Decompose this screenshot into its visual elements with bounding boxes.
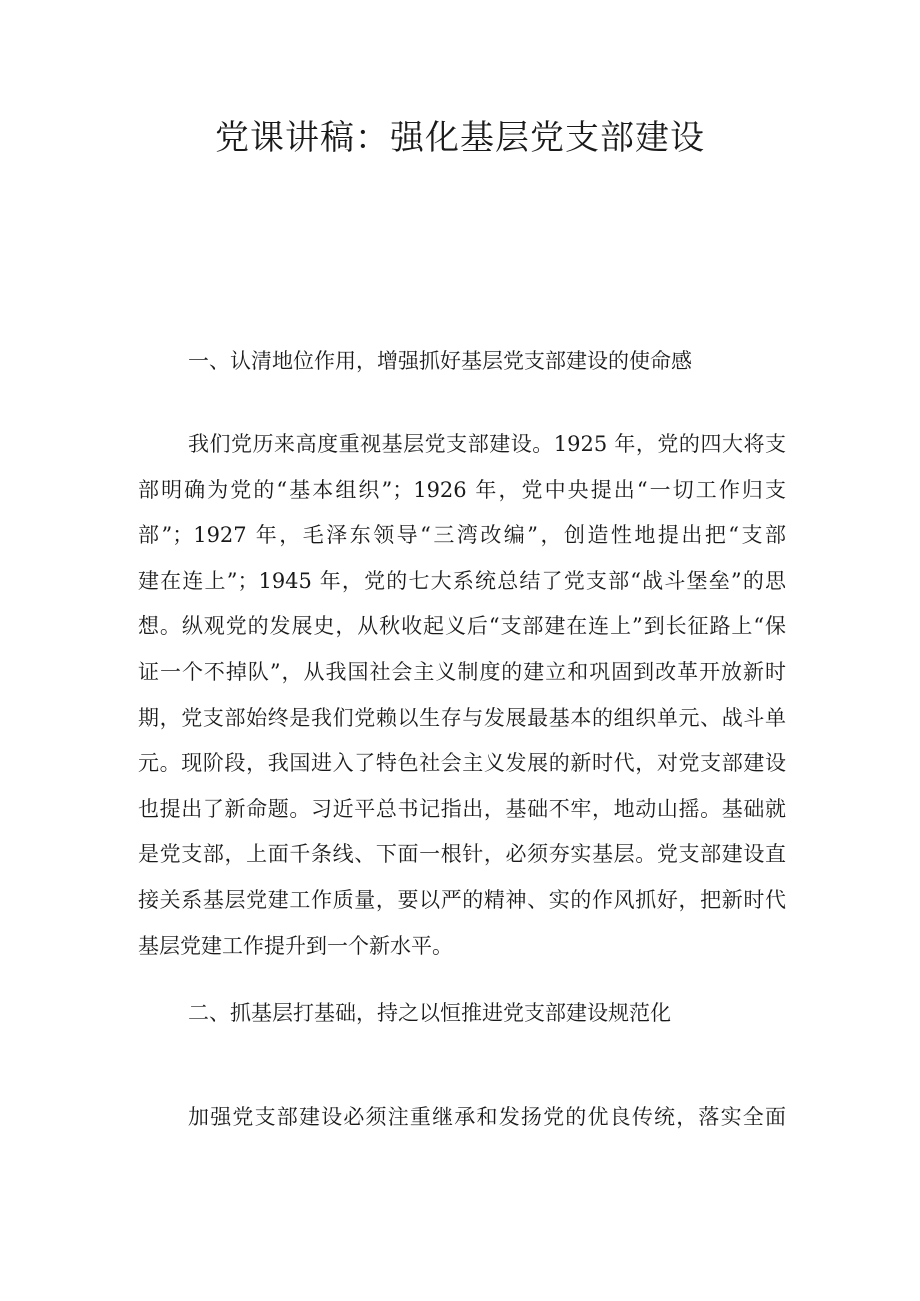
section-1-paragraph — [138, 427, 786, 974]
paragraph-line: 也提出了新命题。习近平总书记指出，基础不牢，地动山摇。基础就 — [138, 796, 786, 821]
paragraph-line: 想。纵观党的发展史，从秋收起义后“支部建在连上”到长征路上“保 — [138, 614, 786, 639]
paragraph-line: 基层党建工作提升到一个新水平。 — [138, 933, 453, 958]
paragraph-line: 部”；1927 年，毛泽东领导“三湾改编”，创造性地提出把“支部 — [138, 523, 786, 548]
paragraph-line: 部明确为党的“基本组织”；1926 年，党中央提出“一切工作归支 — [138, 477, 786, 502]
document-title: 党课讲稿：强化基层党支部建设 — [215, 118, 705, 158]
paragraph-line: 我们党历来高度重视基层党支部建设。1925 年，党的四大将支 — [188, 432, 786, 456]
paragraph-line: 加强党支部建设必须注重继承和发扬党的优良传统，落实全面 — [188, 1105, 786, 1129]
section-2-paragraph — [138, 1100, 786, 1146]
paragraph-line: 建在连上”；1945 年，党的七大系统总结了党支部“战斗堡垒”的思 — [138, 568, 786, 593]
paragraph-line: 是党支部，上面千条线、下面一根针，必须夯实基层。党支部建设直 — [138, 842, 786, 867]
paragraph-line: 证一个不掉队”，从我国社会主义制度的建立和巩固到改革开放新时 — [138, 659, 786, 684]
section-heading-1: 一、认清地位作用，增强抓好基层党支部建设的使命感 — [188, 349, 692, 373]
paragraph-line: 接关系基层党建工作质量，要以严的精神、实的作风抓好，把新时代 — [138, 887, 786, 912]
paragraph-line: 期，党支部始终是我们党赖以生存与发展最基本的组织单元、战斗单 — [138, 705, 786, 730]
section-heading-2: 二、抓基层打基础，持之以恒推进党支部建设规范化 — [188, 1001, 671, 1025]
paragraph-line: 元。现阶段，我国进入了特色社会主义发展的新时代，对党支部建设 — [138, 751, 786, 776]
